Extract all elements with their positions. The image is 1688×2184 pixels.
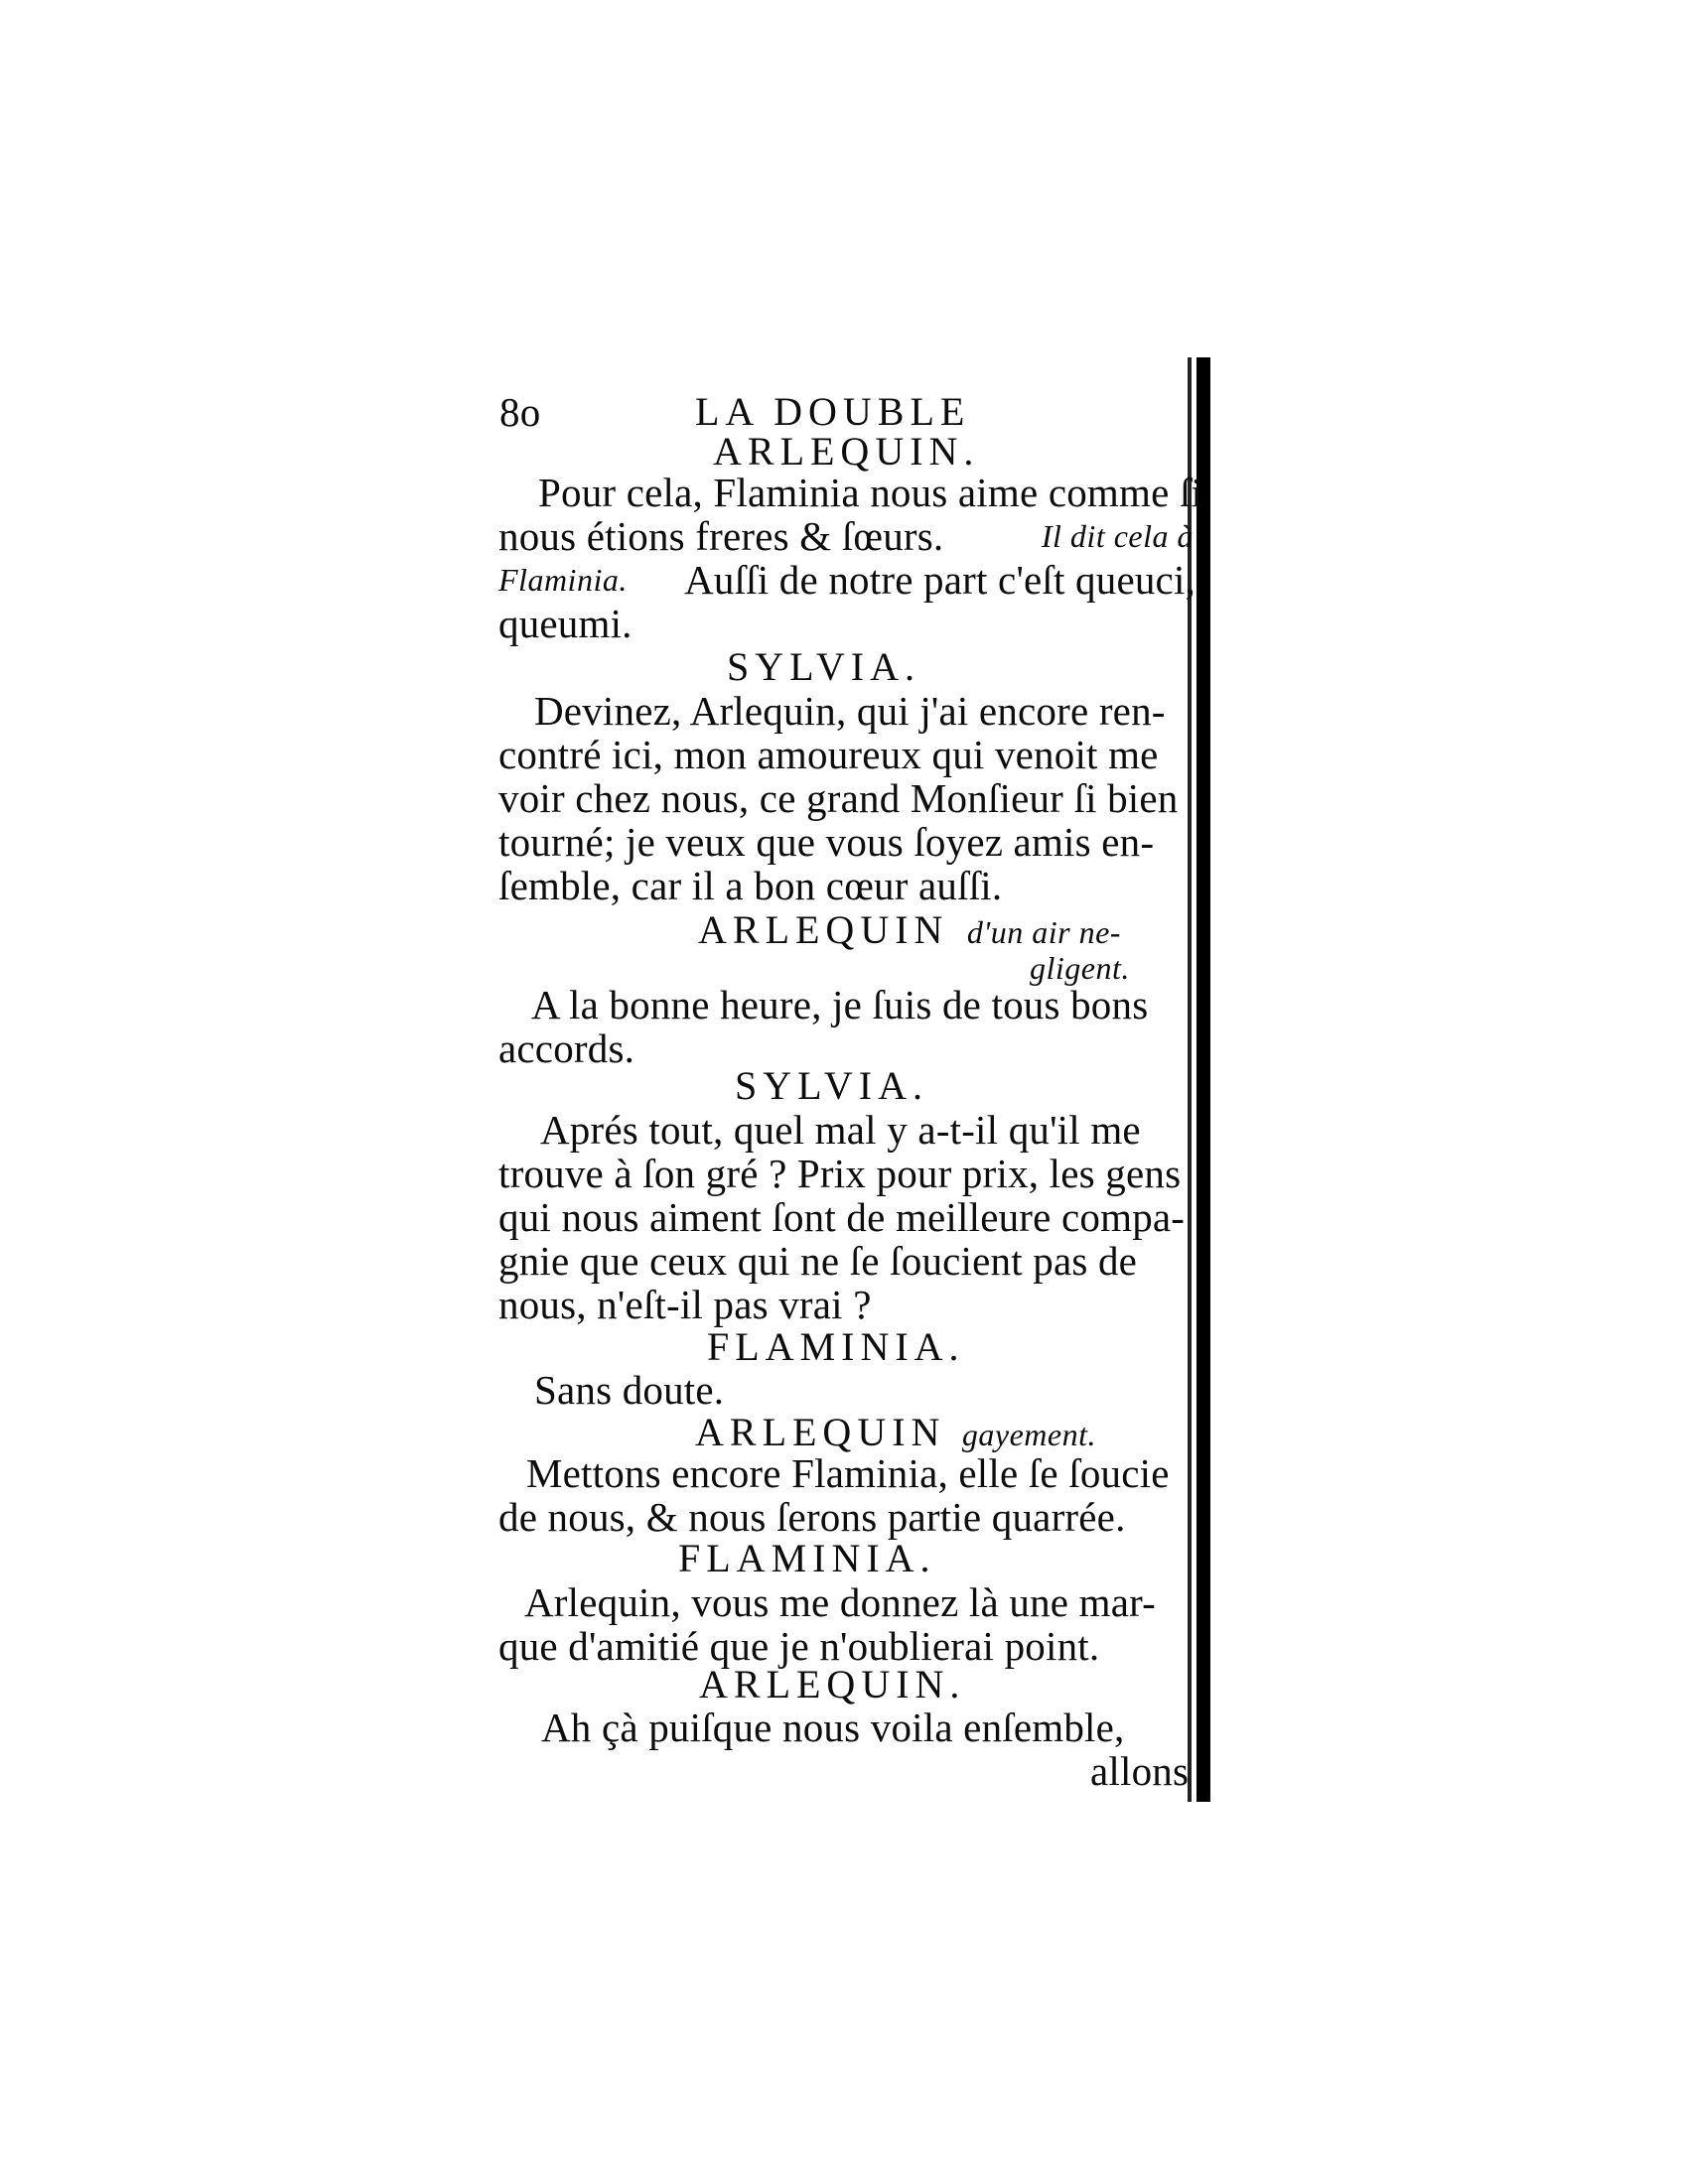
text-line: Devinez, Arlequin, qui j'ai encore ren- (534, 688, 1166, 734)
text-line: de nous, & nous ſerons partie quarrée. (498, 1494, 1126, 1540)
page-number: 8o (499, 389, 541, 435)
text-line: Mettons encore Flaminia, elle ſe ſoucie (526, 1450, 1170, 1496)
text-segment: nous étions freres & ſœurs. (498, 513, 944, 559)
speaker-name: ARLEQUIN (698, 907, 949, 952)
text-line (498, 514, 1194, 558)
text-line: ſemble, car il a bon cœur auſſi. (498, 863, 1003, 908)
text-line: contré ici, mon amoureux qui venoit me (498, 732, 1159, 777)
speaker-name: ARLEQUIN (695, 1410, 946, 1454)
text-line: trouve à ſon gré ? Prix pour prix, les gens (498, 1151, 1182, 1196)
text-line: A la bonne heure, je ſuis de tous bons (531, 982, 1149, 1027)
text-line (498, 558, 1196, 602)
speaker-name: ARLEQUIN. (699, 1662, 966, 1706)
speaker-name: SYLVIA. (735, 1063, 928, 1108)
speaker-name: SYLVIA. (727, 644, 920, 689)
stage-direction: gayement. (961, 1417, 1096, 1452)
text-line: Arlequin, vous me donnez là une mar- (524, 1579, 1156, 1625)
speaker-name: ARLEQUIN. (713, 429, 980, 474)
text-line: qui nous aiment ſont de meilleure compa- (498, 1194, 1186, 1240)
text-segment: Pour cela, Flaminia nous aime comme ſi (538, 470, 1203, 515)
running-title: LA DOUBLE (695, 389, 971, 434)
text-line: nous, n'eſt-il pas vrai ? (498, 1282, 872, 1327)
speaker-line (695, 1410, 1096, 1456)
text-line: queumi. (498, 601, 633, 646)
text-line: gnie que ceux qui ne ſe ſoucient pas de (498, 1238, 1138, 1284)
stage-direction: d'un air ne- (966, 914, 1121, 950)
text-segment: Auſſi de notre part c'eſt queuci, (684, 557, 1196, 603)
text-line (498, 470, 1203, 515)
text-line: Sans doute. (534, 1367, 725, 1413)
text-line: voir chez nous, ce grand Monſieur ſi bien (498, 775, 1179, 821)
catchword: allons (1090, 1748, 1190, 1794)
speaker-name: FLAMINIA. (678, 1536, 936, 1580)
text-line: Aprés tout, quel mal y a-t-il qu'il me (540, 1107, 1141, 1153)
text-line: tourné; je veux que vous ſoyez amis en- (498, 819, 1155, 865)
binding-edge (1196, 357, 1210, 1802)
text-line: que d'amitié que je n'oublierai point. (498, 1623, 1100, 1669)
stage-direction: Il dit cela à (1041, 518, 1194, 554)
stage-direction: gligent. (1030, 950, 1130, 986)
text-line: Ah çà puiſque nous voila enſemble, (541, 1705, 1125, 1750)
stage-direction: Flaminia. (498, 562, 628, 598)
text-line: accords. (498, 1025, 635, 1071)
speaker-name: FLAMINIA. (707, 1324, 965, 1369)
